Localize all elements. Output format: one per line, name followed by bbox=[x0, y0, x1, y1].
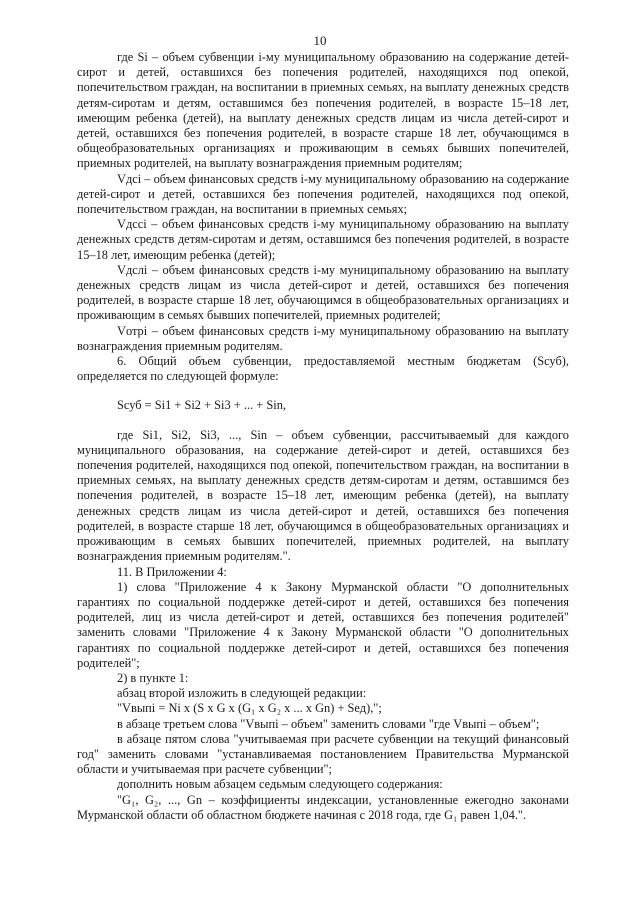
paragraph-fifth-abzac: в абзаце пятом слова "учитываемая при расчете субвенции на текущий финансовый год" заменить словами "устанавливаемая постановлением Правительства Мурманской области и учитываемая при расчете субвенции"; bbox=[77, 731, 569, 777]
paragraph-third-abzac: в абзаце третьем слова "Vвыпi – объем" заменить словами "где Vвыпi – объем"; bbox=[117, 716, 540, 731]
paragraph-si-definition: где Si – объем субвенции i-му муниципальному образованию на содержание детей-сирот и детей, оставшихся без попечения родителей, находящихся под опекой, попечительством граждан, на воспитании в приемных семьях, на выплату денежных средств детям-сиротам и детям, оставшимся без попечения родителей, в возрасте 15–18 лет, имеющим ребенка (детей), на выплату денежных средств лицам из числа детей-сирот и детей, оставшихся без попечения родителей, в возрасте старше 18 лет, обучающимся в общеобразовательных организациях и проживающим в семьях бывших попечителей, приемных родителей, на выплату вознаграждения приемным родителям; bbox=[77, 50, 569, 171]
paragraph-seventh-abzac: дополнить новым абзацем седьмым следующего содержания: bbox=[117, 777, 443, 792]
paragraph-votri-definition: Vотрi – объем финансовых средств i-му муниципальному образованию на выплату вознаграждения приемным родителям. bbox=[77, 323, 569, 353]
document-body bbox=[77, 50, 569, 823]
paragraph-vdsi-definition: Vдсi – объем финансовых средств i-му муниципальному образованию на содержание детей-сирот и детей, оставшихся без попечения родителей, находящихся под опекой, попечительством граждан, на воспитании в приемных семьях; bbox=[77, 171, 569, 217]
paragraph-g-coefficients: "G₁, G₂, ..., Gn – коэффициенты индексации, установленные ежегодно законами Мурманской области об областном бюджете начиная с 2018 года, где G₁ равен 1,04.". bbox=[77, 792, 569, 822]
paragraph-subitem-1: 1) слова "Приложение 4 к Закону Мурманской области "О дополнительных гарантиях по социальной поддержке детей-сирот и детей, оставшихся без попечения родителей, лиц из числа детей-сирот и детей, оставшихся без попечения родителей" заменить словами "Приложение 4 к Закону Мурманской области "О дополнительных гарантиях по социальной поддержке детей-сирот и детей, оставшихся без попечения родителей"; bbox=[77, 579, 569, 670]
page-number: 10 bbox=[313, 33, 327, 48]
formula-scub: Sсуб = Si1 + Si2 + Si3 + ... + Sin, bbox=[117, 398, 286, 413]
paragraph-si-list-definition: где Si1, Si2, Si3, ..., Sin – объем субвенции, рассчитываемый для каждого муниципального образования, на содержание детей-сирот и детей, оставшихся без попечения родителей, находящихся под опекой, попечительством граждан, на воспитании в приемных семьях, на выплату денежных средств детям-сиротам и детям, оставшимся без попечения родителей, в возрасте 15–18 лет, имеющим ребенка (детей), на выплату денежных средств лицам из числа детей-сирот и детей, оставшихся без попечения родителей, в возрасте старше 18 лет, обучающимся в общеобразовательных организациях и проживающим в семьях бывших попечителей, приемных родителей, на выплату вознаграждения приемным родителям.". bbox=[77, 427, 569, 564]
paragraph-vdssi-definition: Vдссi – объем финансовых средств i-му муниципальному образованию на выплату денежных средств детям-сиротам и детям, оставшимся без попечения родителей, в возрасте 15–18 лет, имеющим ребенка (детей); bbox=[77, 217, 569, 262]
paragraph-second-abzac: абзац второй изложить в следующей редакции: bbox=[117, 686, 367, 701]
paragraph-item-11: 11. В Приложении 4: bbox=[117, 564, 227, 579]
paragraph-subitem-2: 2) в пункте 1: bbox=[117, 670, 189, 685]
paragraph-vdsli-definition: Vдслi – объем финансовых средств i-му муниципальному образованию на выплату денежных средств лицам из числа детей-сирот и детей, оставшихся без попечения родителей, в возрасте старше 18 лет, обучающимся в общеобразовательных организациях и проживающим в семьях бывших попечителей, приемных родителей; bbox=[77, 262, 569, 323]
formula-vvypi: "Vвыпi = Ni x (S x G x (G₁ x G₂ x ... x Gn) + Sед),"; bbox=[117, 701, 382, 716]
paragraph-item-6: 6. Общий объем субвенции, предоставляемой местным бюджетам (Sсуб), определяется по следующей формуле: bbox=[77, 354, 569, 384]
